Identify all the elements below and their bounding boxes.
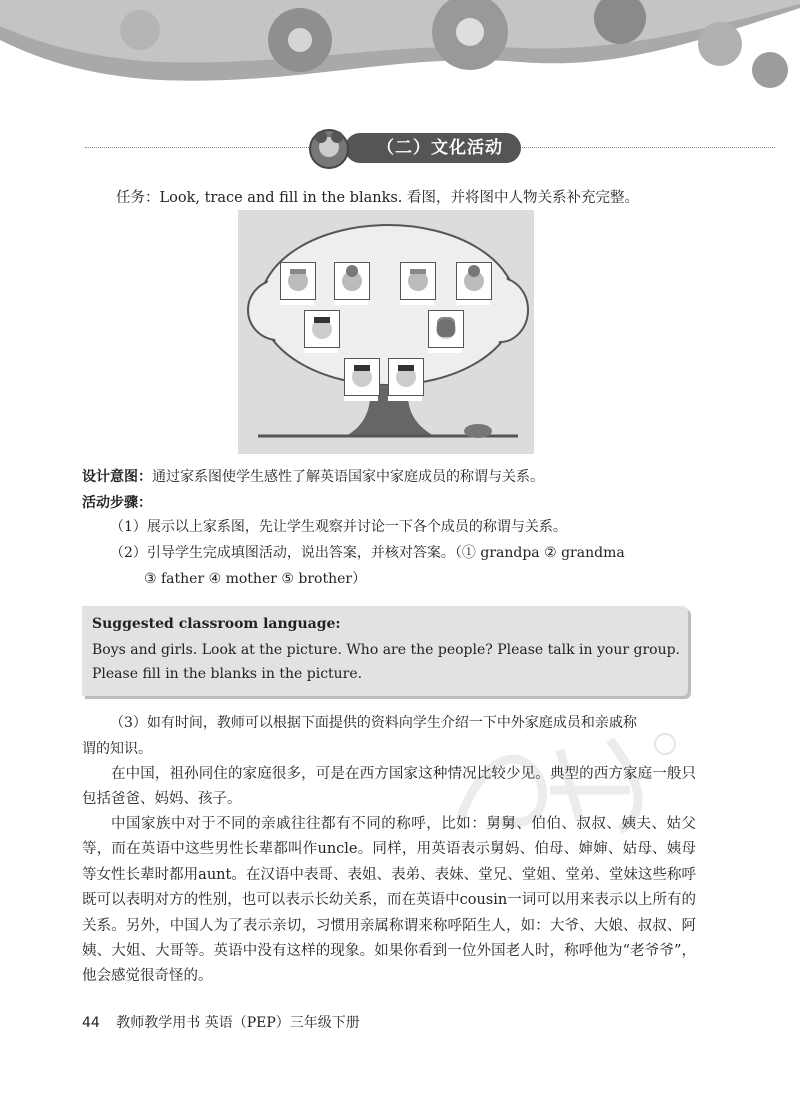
face-icon <box>429 311 463 347</box>
face-icon <box>281 263 315 299</box>
blank-line <box>334 300 368 305</box>
section-title: （二）文化活动 <box>345 133 521 163</box>
step-3-line-1: （3）如有时间，教师可以根据下面提供的资料向学生介绍一下中外家庭成员和亲戚称 <box>110 715 637 731</box>
header-banner <box>0 0 800 92</box>
language-line-2: Please fill in the blanks in the picture. <box>92 666 363 682</box>
classroom-language-box <box>82 606 688 696</box>
face-icon <box>305 311 339 347</box>
portrait-grandpa-1 <box>280 262 316 300</box>
portrait-me <box>388 358 424 396</box>
face-icon <box>457 263 491 299</box>
section-heading <box>85 127 775 167</box>
portrait-mother <box>428 310 464 348</box>
family-tree-illustration <box>238 210 534 454</box>
portrait-father <box>304 310 340 348</box>
step-3-line-2: 谓的知识。 <box>82 741 152 757</box>
family-tree-figure <box>238 210 534 454</box>
portrait-grandpa-2 <box>400 262 436 300</box>
design-intent <box>82 464 544 490</box>
portrait-brother <box>344 358 380 396</box>
face-icon <box>389 359 423 395</box>
face-icon <box>335 263 369 299</box>
blank-line <box>344 396 378 401</box>
language-line-1: Boys and girls. Look at the picture. Who are the people? Please talk in your group. <box>92 642 680 658</box>
steps-label: 活动步骤： <box>82 495 152 511</box>
task-instruction: 任务：Look, trace and fill in the blanks. 看图，并将图中人物关系补充完整。 <box>116 190 640 206</box>
portrait-grandma-2 <box>456 262 492 300</box>
step-2-line-2: ③ father ④ mother ⑤ brother） <box>144 571 367 587</box>
face-icon <box>345 359 379 395</box>
blank-line <box>456 300 490 305</box>
portrait-grandma-1 <box>334 262 370 300</box>
book-title: 教师教学用书 英语（PEP）三年级下册 <box>116 1015 360 1031</box>
face-icon <box>401 263 435 299</box>
language-title: Suggested classroom language: <box>92 616 341 632</box>
page-footer <box>82 1012 360 1032</box>
paragraph-2: 中国家族中对于不同的亲戚往往都有不同的称呼，比如：舅舅、伯伯、叔叔、姨夫、姑父等，而在英语中这些男性长辈都叫作uncle。同样，用英语表示舅妈、伯母、婶婶、姑母、姨母等女性长辈时都用aunt。在汉语中表哥、表姐、表弟、表妹、堂兄、堂姐、堂弟、堂妹这些称呼既可以表明对方的性别，也可以表示长幼关系，而在英语中cousin一词可以用来表示以上所有的关系。另外，中国人为了表示亲切，习惯用亲属称谓来称呼陌生人，如：大爷、大娘、叔叔、阿姨、大姐、大哥等。英语中没有这样的现象。如果你看到一位外国老人时，称呼他为“老爷爷”，他会感觉很奇怪的。 <box>82 816 696 985</box>
paragraph-1: 在中国，祖孙同住的家庭很多，可是在西方国家这种情况比较少见。典型的西方家庭一般只包括爸爸、妈妈、孩子。 <box>82 766 696 808</box>
design-text: 通过家系图使学生感性了解英语国家中家庭成员的称谓与关系。 <box>152 469 544 485</box>
blank-line <box>428 348 462 353</box>
character-icon <box>307 127 351 169</box>
page-number: 44 <box>82 1015 100 1031</box>
blank-line <box>388 396 422 401</box>
blank-line <box>280 300 314 305</box>
step-1: （1）展示以上家系图，先让学生观察并讨论一下各个成员的称谓与关系。 <box>110 519 567 535</box>
blank-line <box>304 348 338 353</box>
design-label: 设计意图： <box>82 469 152 485</box>
step-2-line-1: （2）引导学生完成填图活动，说出答案，并核对答案。（① grandpa ② grandma <box>110 545 625 561</box>
blank-line <box>400 300 434 305</box>
